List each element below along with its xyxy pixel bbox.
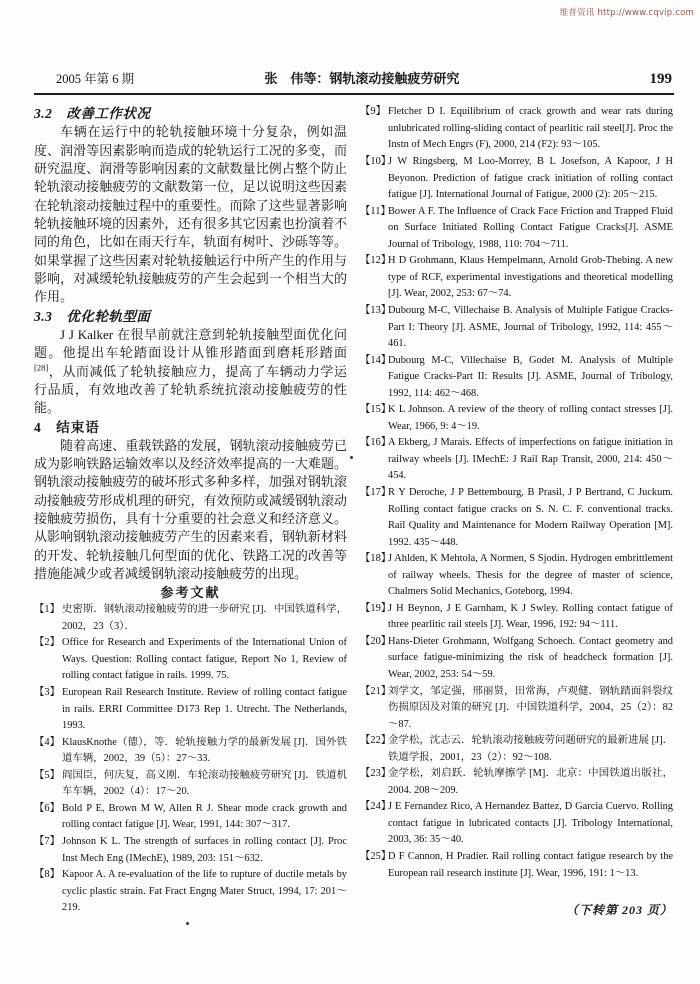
reference-item [360,204,673,254]
reference-item [360,402,673,435]
reference-marker: 【11】 [360,205,391,217]
reference-text: H D Grohmann, Klaus Hempelmann, Arnold Grob-Thebing. A new type of RCF, experimental investigations and theoretical modelling [J]. Wear, 2002, 253: 67～74. [388,255,673,300]
reference-marker: 【5】 [34,769,60,781]
cqvip-watermark: 维普资讯 http://www.cqvip.com [559,8,694,18]
page-header [34,68,674,88]
reference-item [360,154,673,204]
reference-text: Dubourg M-C, Villechaise B. Analysis of Multiple Fatigue Cracks-Part I: Theory [J]. ASME, Journal of Tribology, 1992, 114: 455～461. [388,304,673,350]
reference-text: A Ekberg, J Marais. Effects of imperfections on fatigue initiation in railway wheels [J]. IMechE: J Rail Rap Transit, 2000, 214: 450～454. [388,437,673,482]
section-3-2-paragraph: 车辆在运行中的轮轨接触环境十分复杂，例如温度、润滑等因素影响而造成的轮轨运行工况的多变，而研究温度、润滑等影响因素的文献数量比例占整个防止轮轨滚动接触疲劳的文献数第一位，足以说明这些因素在轮轨滚动接触过程中的重要性。而除了这些显著影响轮轨接触环境的因素外，还有很多其它因素也扮演着不同的角色，比如在雨天行车，轨面有树叶、沙砾等等。如果掌握了这些因素对轮轨接触运行中所产生的作用与影响，对减缓轮轨接触疲劳的产生会起到一个相当大的作用。 [34,124,347,305]
reference-item [360,353,673,403]
reference-item [360,849,673,882]
reference-marker: 【18】 [360,553,392,565]
reference-marker: 【4】 [34,736,60,748]
citation-superscript-28: [28] [34,362,49,373]
reference-text: 金学松，沈志云．轮轨滚动接触疲劳问题研究的最新进展 [J]．铁道学报，2001，23（2）：92～108. [388,735,673,763]
reference-marker: 【13】 [360,304,392,316]
reference-marker: 【2】 [34,637,60,649]
reference-marker: 【10】 [360,156,392,168]
reference-text: J W Ringsberg, M Loo-Morrey, B L Josefson, A Kapoor, J H Beyonon. Prediction of fatigue crack initiation of rolling contact fatigue [J]. International Journal of Fatigue, 2000 (2): 205～215. [388,156,673,201]
section-heading-3-2: 3.2 改善工作状况 [34,106,151,122]
continued-on-page-note: （下转第 203 页） [560,901,673,918]
reference-item [34,834,347,867]
reference-marker: 【8】 [34,869,60,881]
reference-marker: 【25】 [360,851,392,862]
section-3-3-paragraph [34,326,347,418]
reference-text: KlausKnothe（德），等．轮轨接触力学的最新发展 [J]．国外铁道车辆，2002，39（5）：27～33. [62,736,347,765]
scan-artifact-dot [186,922,189,925]
reference-item [360,684,673,734]
reference-item [34,735,347,768]
page-number: 199 [649,71,672,87]
reference-text: Bower A F. The Influence of Crack Face Friction and Trapped Fluid on Surface Initiated Rolling Contact Fatigue Cracks[J]. ASME Journal of Tribology, 1988, 110: 704～711. [388,205,673,250]
reference-text: 金学松，刘启跃．轮轨摩擦学 [M]．北京：中国铁道出版社，2004. 208～209. [388,768,673,796]
reference-item [360,601,673,634]
reference-text: R Y Deroche, J P Bettembourg, B Prasil, J P Bertrand, C Juckum. Rolling contact fatigue cracks on S. N. C. F. conventional tracks. Rail Quality and Maintenance for Modern Railway Operation [M]. 1992. 435～448. [388,486,673,548]
reference-marker: 【21】 [360,685,392,697]
reference-text: Kapoor A. A re-evaluation of the life to rupture of ductile metals by cyclic plastic strain. Fat Fract Engng Mater Struct, 1994, 17: 201～219. [62,869,347,914]
page-body [34,68,674,917]
reference-text: 阎国臣，何庆复，高义刚．车轮滚动接触疲劳研究 [J]．铁道机车车辆，2002（4）：17～20. [62,769,347,798]
reference-item [360,303,673,353]
section-heading-4: 4 结束语 [34,419,100,435]
scan-artifact-dot [350,456,353,459]
reference-text: Hans-Dieter Grohmann, Wolfgang Schoech. Contact geometry and surface fatigue-minimizing the risk of headcheck formation [J]. Wear, 2002, 253: 54～59. [388,635,673,680]
reference-text: J Ahlden, K Mehtola, A Normen, S Sjodin. Hydrogen embrittlement of railway wheels. Thesis for the degree of master of science, Chalmers Solid Mechanics, Goteborg, 1994. [388,553,673,598]
reference-text: J E Fernandez Rico, A Hernandez Battez, D Garcia Cuervo. Rolling contact fatigue in lubricated contacts [J]. Tribology International, 2003, 36: 35～40. [388,801,673,846]
reference-marker: 【17】 [360,486,392,498]
reference-item [34,602,347,635]
reference-marker: 【24】 [360,801,392,813]
reference-marker: 【9】 [360,106,386,118]
reference-item [34,867,347,917]
reference-marker: 【16】 [360,437,392,449]
reference-text: 史密斯．钢轨滚动接触疲劳的进一步研究 [J]．中国铁道科学，2002，23（3）． [62,604,347,632]
two-column-layout [34,104,674,916]
section-3-3-text-before-citation: J J Kalker 在很早前就注意到轮轨接触型面优化问题。他提出车轮踏面设计从锥形踏面到磨耗形踏面 [34,326,347,361]
reference-item [360,253,673,303]
reference-text: Dubourg M-C, Villechaise B, Godet M. Analysis of Multiple Fatigue Cracks-Part II: Results [J]. ASME, Journal of Tribology, 1992, 114: 462～468. [388,354,673,399]
reference-marker: 【12】 [360,255,392,267]
reference-text: K L Johnson. A review of the theory of rolling contact stresses [J]. Wear, 1966, 9: 4～19. [388,404,673,432]
reference-marker: 【7】 [34,835,60,847]
reference-item [360,766,673,799]
reference-item [360,435,673,485]
reference-item [360,799,673,849]
reference-text: Fletcher D I. Equilibrium of crack growth and wear rats during unlubricated rolling-sliding contact of pearlitic rail steel[J]. Proc the Instn of Mech Engrs (F), 2000, 214 (F2): 93～105. [388,106,673,151]
reference-marker: 【23】 [360,768,392,780]
reference-marker: 【14】 [360,354,392,366]
reference-item [360,733,673,766]
section-3-3-text-after-citation: ，从而减低了轮轨接触应力，提高了车辆动力学运行品质，有效地改善了轮轨系统抗滚动接触疲劳的性能。 [34,363,347,416]
references-list-left [34,602,347,916]
reference-marker: 【22】 [360,735,392,747]
header-rule [34,93,674,95]
running-title: 张 伟等：钢轨滚动接触疲劳研究 [264,71,460,86]
reference-item [360,104,673,154]
reference-marker: 【1】 [34,604,60,616]
references-heading: 参考文献 [160,585,221,601]
section-4-paragraph: 随着高速、重载铁路的发展，钢轨滚动接触疲劳已成为影响铁路运输效率以及经济效率提高的一大难题。钢轨滚动接触疲劳的破坏形式多种多样，加强对钢轨滚动接触疲劳形成机理的研究，有效预防或减缓钢轨滚动接触疲劳损伤，具有十分重要的社会意义和经济意义。从影响钢轨滚动接触疲劳产生的因素来看，钢轨新材料的开发、轮轨接触几何型面的优化、铁路工况的改善等措施能减少或者减缓钢轨滚动接触疲劳的出现。 [34,437,347,581]
reference-marker: 【19】 [360,602,392,614]
reference-item [360,634,673,684]
reference-item [34,801,347,834]
references-list-right [360,104,673,882]
reference-text: European Rail Research Institute. Review of rolling contact fatigue in rails. ERRI Committee D173 Rep 1. Utrecht. The Netherlands, 1993. [62,687,347,732]
reference-text: 刘学文，邹定强，邢丽贤，田常海，卢观健．钢轨踏面斜裂纹伤损原因及对策的研究 [J]．中国铁道科学，2004，25（2）：82～87. [388,685,673,730]
section-heading-3-3: 3.3 优化轮轨型面 [34,308,151,324]
reference-item [34,768,347,801]
reference-item [360,551,673,601]
reference-text: J H Beynon, J E Garnham, K J Swley. Rolling contact fatigue of three pearlitic rail steels [J]. Wear, 1996, 192: 94～111. [388,602,673,631]
reference-text: D F Cannon, H Pradier. Rail rolling contact fatigue research by the European rail research institute [J]. Wear, 1996, 191: 1～13. [388,851,673,879]
left-column [34,104,347,916]
journal-issue: 2005 年第 6 期 [56,72,135,86]
reference-marker: 【6】 [34,802,60,814]
reference-text: Office for Research and Experiments of the International Union of Ways. Question: Rolling contact fatigue, Report No 1, Review of rolling contact fatigue in rails. 1999. 75. [62,637,347,682]
right-column [360,104,673,916]
reference-item [34,685,347,735]
reference-text: Johnson K L. The strength of surfaces in rolling contact [J]. Proc Inst Mech Eng (IMechE), 1989, 203: 151～632. [62,835,347,864]
reference-item [34,635,347,685]
reference-marker: 【20】 [360,635,392,647]
reference-marker: 【3】 [34,687,60,699]
reference-item [360,485,673,551]
reference-text: Bold P E, Brown M W, Allen R J. Shear mode crack growth and rolling contact fatigue [J]. Wear, 1991, 144: 307～317. [62,802,347,831]
reference-marker: 【15】 [360,404,392,416]
